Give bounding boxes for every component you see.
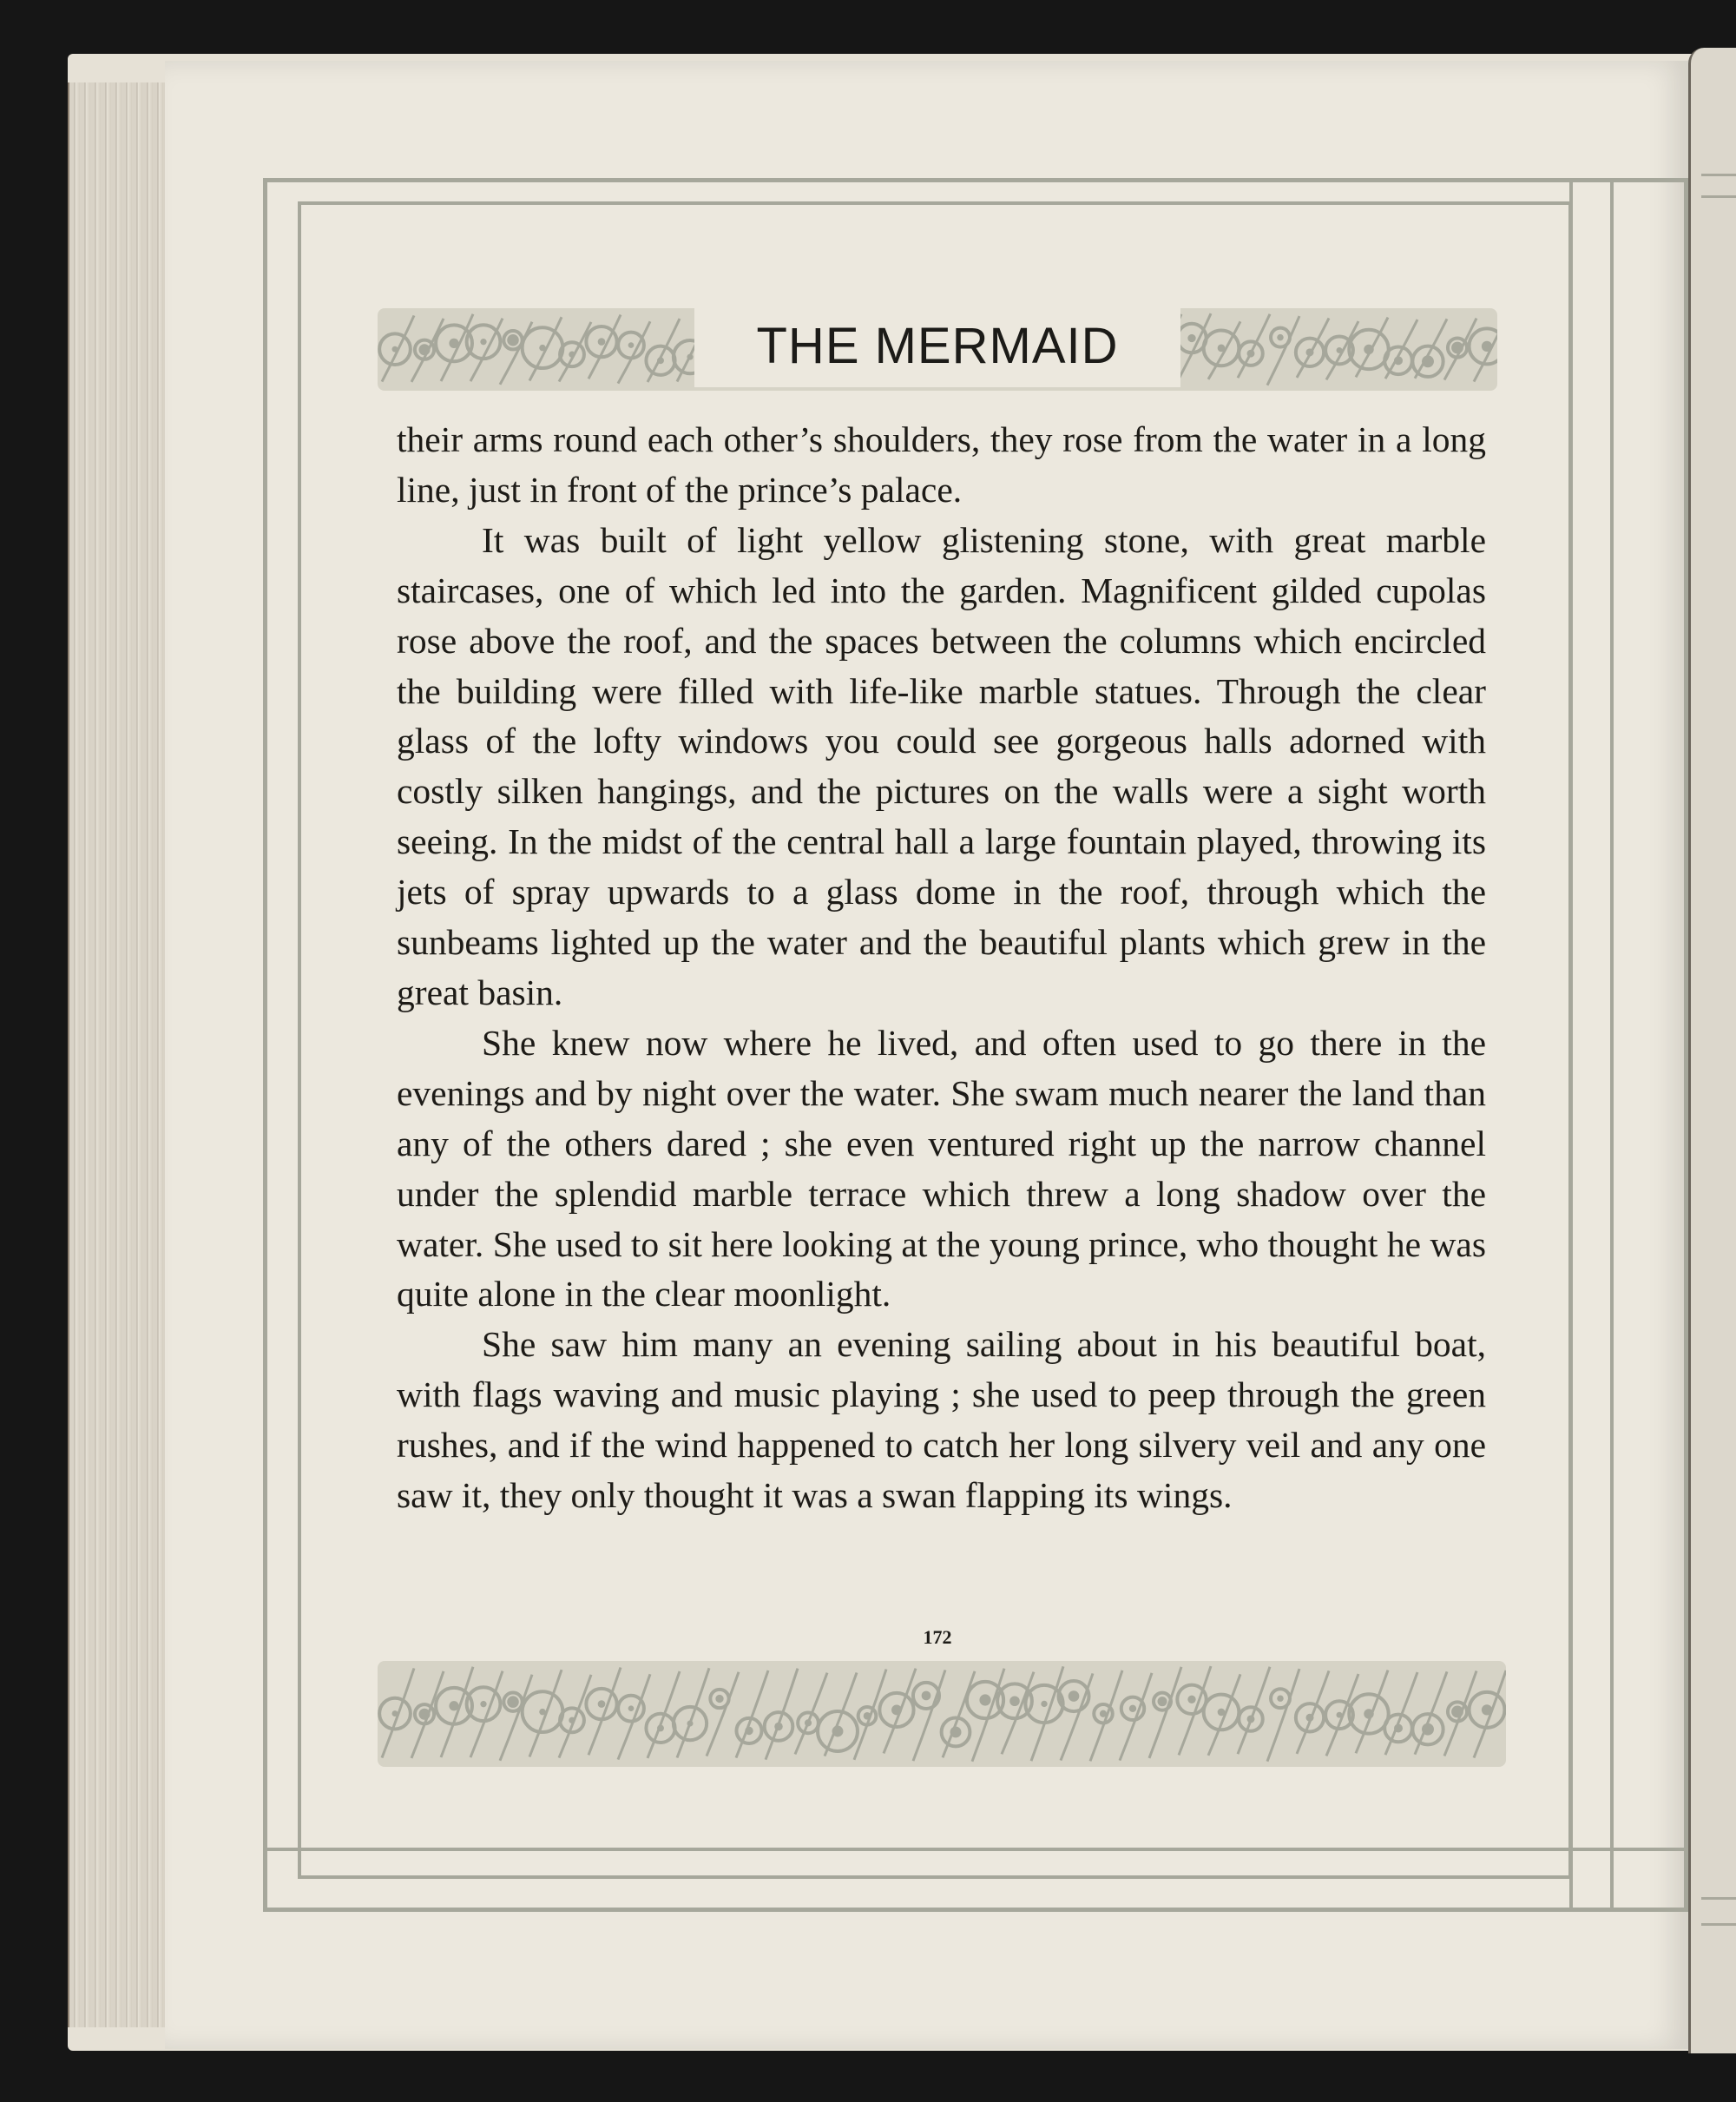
frame-rule bbox=[1569, 178, 1573, 1912]
page-number: 172 bbox=[923, 1626, 952, 1648]
paragraph: their arms round each other’s shoulders, they rose from the water in a long line, just in front of the prince’s palace. bbox=[397, 419, 1486, 510]
header-ornament bbox=[378, 298, 1497, 398]
running-head: THE MERMAID bbox=[756, 318, 1119, 374]
frame-rule bbox=[1610, 178, 1614, 1912]
body-text bbox=[397, 415, 1486, 1521]
frame-rule bbox=[263, 1848, 1688, 1851]
footer-ornament bbox=[378, 1654, 1506, 1771]
facing-page-edge bbox=[1688, 48, 1736, 2053]
paragraph: She knew now where he lived, and often used to go there in the evenings and by night over the water. She swam much nearer the land than any of the others dared ; she even ventured right up the narrow channel under the splendid marble terrace which threw a long shadow over the water. She used to sit here looking at the young prince, who thought he was quite alone in the clear moonlight. bbox=[397, 1022, 1486, 1315]
title-box bbox=[694, 305, 1180, 387]
paragraph: It was built of light yellow glistening stone, with great marble staircases, one of which led into the garden. Magnificent gilded cupolas rose above the roof, and the spaces between the columns which encircled the building were filled with life-like marble statues. Through the clear glass of the lofty windows you could see gorgeous halls adorned with costly silken hangings, and the pictures on the walls were a sight worth seeing. In the midst of the central hall a large fountain played, throwing its jets of spray upwards to a glass dome in the roof, through which the sunbeams lighted up the water and the beautiful plants which grew in the great basin. bbox=[397, 519, 1486, 1012]
paragraph: She saw him many an evening sailing about in his beautiful boat, with flags waving and music playing ; she used to peep through the green rushes, and if the wind happened to catch her long silvery veil and any one saw it, they only thought it was a swan flapping its wings. bbox=[397, 1324, 1486, 1516]
page-edges bbox=[68, 82, 174, 2027]
